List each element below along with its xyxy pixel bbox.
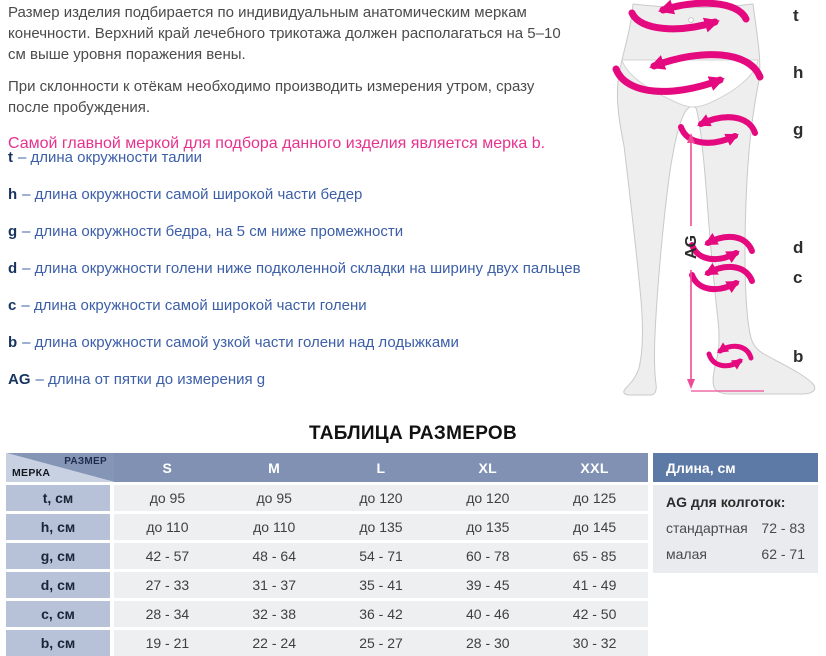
row-values	[114, 543, 648, 569]
corner-measure-label: МЕРКА	[12, 467, 51, 479]
measurement-key: d	[8, 260, 18, 277]
ag-tights-subheader: AG для колготок:	[666, 494, 786, 510]
cell: 54 - 71	[359, 548, 403, 564]
cell: до 95	[149, 490, 186, 506]
row-label: b, см	[6, 630, 110, 656]
length-panel-body	[653, 485, 818, 573]
cell: 30 - 32	[572, 635, 617, 651]
corner-cell	[6, 453, 114, 482]
table-row-t	[6, 485, 648, 511]
size-table-header-row	[6, 453, 648, 482]
measurement-desc: – длина окружности самой узкой части голени над лодыжками	[22, 334, 459, 351]
intro-paragraph-2: При склонности к отёкам необходимо производить измерения утром, сразу после пробуждения.	[8, 78, 535, 116]
cell: 35 - 41	[359, 577, 403, 593]
cell: 41 - 49	[572, 577, 617, 593]
cell: до 110	[253, 519, 296, 535]
measurement-item-h	[8, 184, 608, 205]
measurement-item-d	[8, 258, 608, 279]
size-header-xxl: XXL	[580, 459, 609, 476]
cell: 28 - 30	[465, 635, 510, 651]
cell: 48 - 64	[252, 548, 296, 564]
cell: 25 - 27	[359, 635, 403, 651]
figure-label-c: c	[793, 268, 803, 287]
measurement-desc: – длина окружности самой широкой части бедер	[22, 186, 363, 203]
table-row-d	[6, 572, 648, 598]
cell: до 135	[466, 519, 510, 535]
size-table-title: ТАБЛИЦА РАЗМЕРОВ	[308, 423, 518, 444]
size-header-m: M	[268, 459, 281, 476]
length-panel	[653, 453, 818, 656]
corner-size-label: РАЗМЕР	[64, 456, 107, 467]
measurement-desc: – длина окружности бедра, на 5 см ниже промежности	[22, 223, 404, 240]
cell: до 135	[359, 519, 403, 535]
measurement-key: AG	[8, 371, 31, 388]
row-label: d, см	[6, 572, 110, 598]
row-label: g, см	[6, 543, 110, 569]
figure-label-t: t	[793, 6, 799, 25]
size-header-l: L	[376, 459, 386, 476]
row-values	[114, 485, 648, 511]
cell: 22 - 24	[252, 635, 296, 651]
cell: до 145	[572, 519, 617, 535]
measurement-item-t	[8, 147, 608, 168]
row-values	[114, 514, 648, 540]
size-header-xl: XL	[478, 459, 498, 476]
figure-label-b: b	[793, 347, 804, 366]
cell: 39 - 45	[465, 577, 510, 593]
measurement-key: c	[8, 297, 17, 314]
length-value: 62 - 71	[761, 546, 805, 562]
figure-label-g: g	[793, 120, 804, 139]
row-values	[114, 601, 648, 627]
row-label: h, см	[6, 514, 110, 540]
navel-dot	[689, 18, 694, 23]
measurement-desc: – длина от пятки до измерения g	[35, 371, 266, 388]
measurement-key: h	[8, 186, 18, 203]
row-values	[114, 630, 648, 656]
length-row-small	[666, 541, 805, 567]
cell: 31 - 37	[252, 577, 296, 593]
intro-text-block	[8, 2, 576, 165]
ag-arrow-down	[687, 379, 695, 389]
legs-figure-svg	[612, 0, 826, 418]
length-label: стандартная	[666, 520, 748, 536]
cell: 42 - 50	[572, 606, 617, 622]
cell: до 120	[359, 490, 403, 506]
size-header-cells	[114, 453, 648, 482]
measurement-desc: – длина окружности талии	[18, 149, 203, 166]
ag-line-label: AG	[683, 235, 700, 259]
cell: 65 - 85	[572, 548, 617, 564]
size-table	[6, 453, 648, 656]
measurement-item-b	[8, 332, 608, 353]
measurement-key: t	[8, 149, 13, 166]
body-measurement-diagram	[612, 0, 826, 418]
row-values	[114, 572, 648, 598]
measurement-item-ag	[8, 369, 608, 390]
table-row-g	[6, 543, 648, 569]
table-row-h	[6, 514, 648, 540]
measurement-item-g	[8, 221, 608, 242]
measurement-item-c	[8, 295, 608, 316]
row-label: t, см	[6, 485, 110, 511]
measurement-key: b	[8, 334, 18, 351]
length-value: 72 - 83	[761, 520, 805, 536]
cell: до 110	[146, 519, 189, 535]
cell: 27 - 33	[145, 577, 190, 593]
cell: до 125	[572, 490, 617, 506]
length-panel-header: Длина, см	[653, 453, 818, 482]
figure-label-h: h	[793, 63, 804, 82]
cell: до 95	[256, 490, 292, 506]
cell: 36 - 42	[359, 606, 403, 622]
cell: до 120	[466, 490, 510, 506]
intro-paragraph-1: Размер изделия подбирается по индивидуальным анатомическим меркам конечности. Верхний край лечебного трикотажа должен располагаться на 5–10 см выше уровня поражения вены.	[8, 4, 561, 63]
figure-label-d: d	[793, 238, 804, 257]
length-row-standard	[666, 515, 805, 541]
cell: 19 - 21	[145, 635, 190, 651]
cell: 28 - 34	[145, 606, 190, 622]
length-label: малая	[666, 546, 707, 562]
key-measurement-note: Самой главной меркой для подбора данного изделия является мерка b.	[8, 135, 546, 152]
measurement-desc: – длина окружности голени ниже подколенной складки на ширину двух пальцев	[22, 260, 581, 277]
cell: 40 - 46	[465, 606, 510, 622]
table-row-b	[6, 630, 648, 656]
size-table-area	[6, 453, 818, 656]
measurement-desc: – длина окружности самой широкой части голени	[21, 297, 367, 314]
cell: 60 - 78	[465, 548, 510, 564]
row-label: c, см	[6, 601, 110, 627]
measurement-key: g	[8, 223, 18, 240]
table-row-c	[6, 601, 648, 627]
cell: 42 - 57	[145, 548, 190, 564]
cell: 32 - 38	[252, 606, 296, 622]
size-header-s: S	[162, 459, 173, 476]
measurement-legend	[8, 147, 608, 406]
